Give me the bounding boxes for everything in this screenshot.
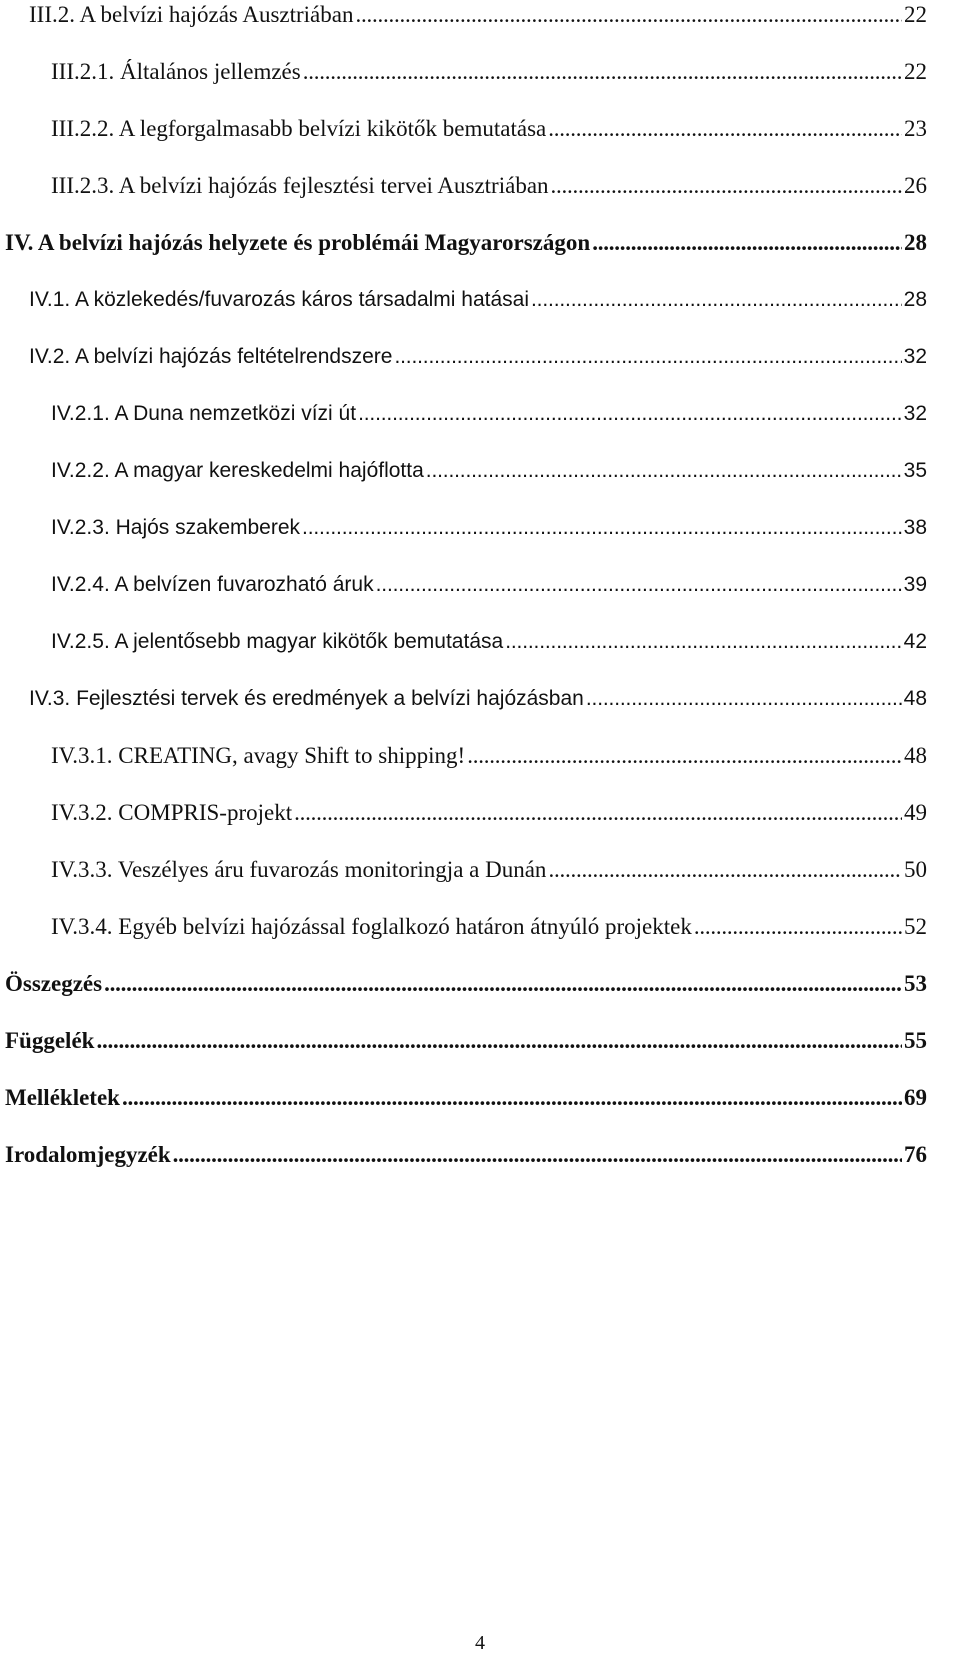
toc-entry-title: IV.2.2. A magyar kereskedelmi hajóflotta (51, 459, 424, 482)
toc-dot-leader (294, 793, 902, 833)
toc-entry-page: 22 (904, 59, 927, 84)
toc-entry (51, 907, 927, 947)
toc-entry-page: 50 (904, 857, 927, 882)
toc-dot-leader (426, 451, 902, 491)
toc-entry (51, 109, 927, 149)
toc-dot-leader (355, 0, 902, 35)
toc-entry-page: 32 (903, 402, 927, 425)
toc-entry (51, 394, 927, 434)
toc-entry-page: 32 (903, 345, 927, 368)
toc-entry-page: 48 (903, 687, 927, 710)
toc-chapter-entry (5, 223, 927, 263)
toc-entry-page: 42 (903, 630, 927, 653)
toc-entry-title: III.2. A belvízi hajózás Ausztriában (29, 2, 354, 27)
toc-entry-page: 28 (903, 288, 927, 311)
toc-entry (29, 280, 927, 320)
toc-entry-title: IV.2.1. A Duna nemzetközi vízi út (51, 402, 357, 425)
toc-entry-page: 76 (904, 1142, 927, 1167)
toc-entry (51, 793, 927, 833)
toc-entry (29, 0, 927, 35)
toc-entry-title: Összegzés (5, 971, 103, 996)
toc-entry (51, 850, 927, 890)
toc-chapter-entry (5, 1021, 927, 1061)
toc-entry-title: Irodalomjegyzék (5, 1142, 171, 1167)
toc-entry-page: 53 (904, 971, 927, 996)
toc-entry-title: IV.3.2. COMPRIS-projekt (51, 800, 293, 825)
toc-entry (51, 166, 927, 206)
toc-entry-title: IV. A belvízi hajózás helyzete és problémái Magyarországon (5, 230, 591, 255)
toc-dot-leader (592, 223, 902, 263)
toc-entry-title: IV.2.4. A belvízen fuvarozható áruk (51, 573, 374, 596)
toc-dot-leader (302, 508, 902, 548)
toc-entry-title: III.2.1. Általános jellemzés (51, 59, 301, 84)
toc-dot-leader (551, 166, 902, 206)
toc-entry-page: 55 (904, 1028, 927, 1053)
toc-entry-title: IV.2.3. Hajós szakemberek (51, 516, 301, 539)
toc-dot-leader (96, 1021, 902, 1061)
toc-entry-title: IV.3.3. Veszélyes áru fuvarozás monitoringja a Dunán (51, 857, 547, 882)
toc-entry (51, 508, 927, 548)
toc-dot-leader (358, 394, 902, 434)
toc-entry-page: 23 (904, 116, 927, 141)
toc-chapter-entry (5, 1078, 927, 1118)
toc-entry-title: IV.3.4. Egyéb belvízi hajózással foglalkozó határon átnyúló projektek (51, 914, 692, 939)
toc-dot-leader (173, 1135, 902, 1175)
toc-entry (51, 565, 927, 605)
toc-entry-title: IV.2.5. A jelentősebb magyar kikötők bemutatása (51, 630, 504, 653)
toc-dot-leader (467, 736, 902, 776)
toc-entry-title: Mellékletek (5, 1085, 120, 1110)
toc-entry-title: IV.1. A közlekedés/fuvarozás káros társadalmi hatásai (29, 288, 530, 311)
page-number: 4 (475, 1632, 485, 1654)
toc-dot-leader (104, 964, 902, 1004)
toc-entry (51, 736, 927, 776)
toc-entry-title: III.2.2. A legforgalmasabb belvízi kikötők bemutatása (51, 116, 547, 141)
toc-chapter-entry (5, 1135, 927, 1175)
toc-entry-title: IV.3. Fejlesztési tervek és eredmények a belvízi hajózásban (29, 687, 584, 710)
toc-entry (29, 337, 927, 377)
toc-dot-leader (531, 280, 902, 320)
toc-entry-page: 49 (904, 800, 927, 825)
toc-dot-leader (376, 565, 902, 605)
toc-entry-page: 39 (903, 573, 927, 596)
toc-entry-page: 48 (904, 743, 927, 768)
toc-entry (51, 622, 927, 662)
toc-dot-leader (394, 337, 901, 377)
toc-dot-leader (548, 850, 902, 890)
toc-dot-leader (303, 52, 902, 92)
toc-entry (51, 52, 927, 92)
toc-dot-leader (586, 679, 902, 719)
toc-entry-title: IV.2. A belvízi hajózás feltételrendszere (29, 345, 393, 368)
toc-dot-leader (694, 907, 902, 947)
toc-entry-title: IV.3.1. CREATING, avagy Shift to shipping! (51, 743, 466, 768)
toc-entry (29, 679, 927, 719)
toc-entry-page: 69 (904, 1085, 927, 1110)
toc-dot-leader (548, 109, 902, 149)
toc-entry-title: Függelék (5, 1028, 95, 1053)
toc-entry-page: 38 (903, 516, 927, 539)
toc-dot-leader (122, 1078, 902, 1118)
toc-entry-title: III.2.3. A belvízi hajózás fejlesztési tervei Ausztriában (51, 173, 549, 198)
toc-entry-page: 22 (904, 2, 927, 27)
toc-chapter-entry (5, 964, 927, 1004)
toc-entry (51, 451, 927, 491)
toc-entry-page: 26 (904, 173, 927, 198)
toc-dot-leader (505, 622, 901, 662)
toc-entry-page: 35 (903, 459, 927, 482)
toc-entry-page: 52 (904, 914, 927, 939)
toc-entry-page: 28 (904, 230, 927, 255)
